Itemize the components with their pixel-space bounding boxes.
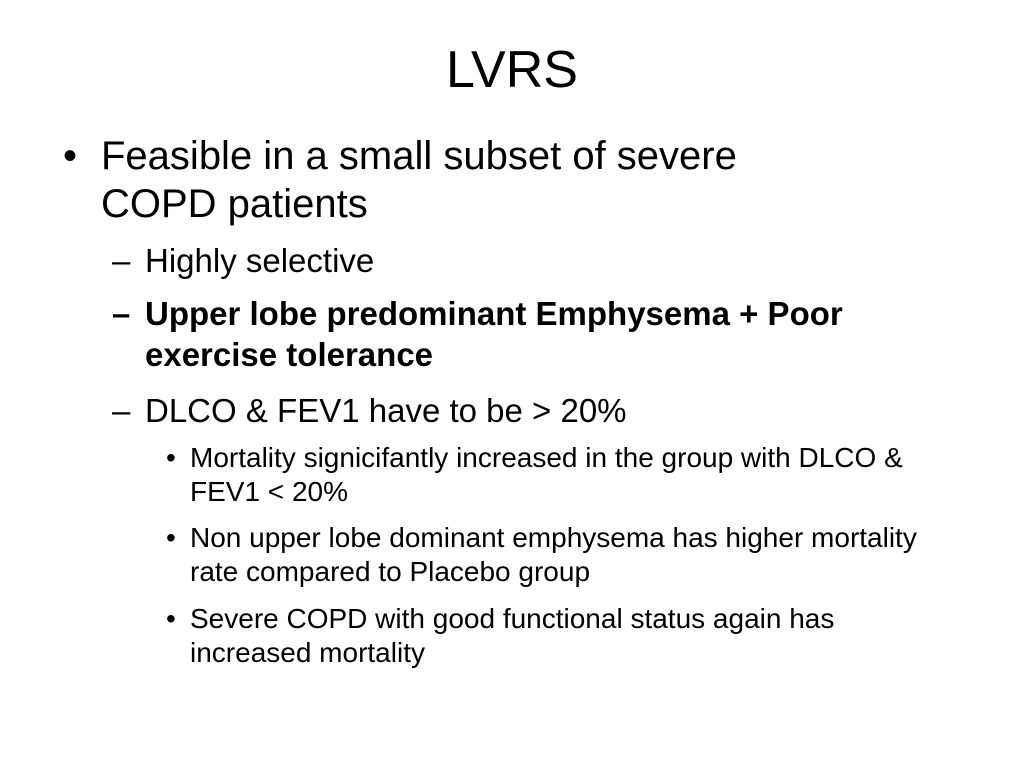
bullet-marker: • xyxy=(166,603,176,634)
sub-sub-item-text: Mortality signicifantly increased in the group with DLCO & FEV1 < 20% xyxy=(190,442,903,507)
sub-item-text: Upper lobe predominant Emphysema + Poor exercise tolerance xyxy=(145,295,843,373)
slide-title: LVRS xyxy=(446,41,578,99)
bullet-marker: • xyxy=(166,442,176,473)
sub-item-1 xyxy=(112,240,905,281)
bullet-item-1 xyxy=(63,132,861,228)
dash-marker: – xyxy=(112,295,131,332)
sub-item-text: DLCO & FEV1 have to be > 20% xyxy=(145,392,627,429)
sub-sub-item-3 xyxy=(166,602,950,670)
sub-item-3 xyxy=(112,390,905,431)
dash-marker: – xyxy=(112,392,131,429)
sub-item-text: Highly selective xyxy=(145,242,375,279)
bullet-marker: • xyxy=(166,522,176,553)
sub-sub-item-1 xyxy=(166,441,950,509)
sub-sub-item-2 xyxy=(166,521,950,589)
bullet-marker: • xyxy=(63,134,78,178)
dash-marker: – xyxy=(112,242,131,279)
bullet-text: Feasible in a small subset of severe COPD patients xyxy=(101,134,737,226)
sub-sub-item-text: Non upper lobe dominant emphysema has higher mortality rate compared to Placebo group xyxy=(190,522,917,587)
sub-sub-item-text: Severe COPD with good functional status again has increased mortality xyxy=(190,603,835,668)
sub-item-2 xyxy=(112,293,905,375)
